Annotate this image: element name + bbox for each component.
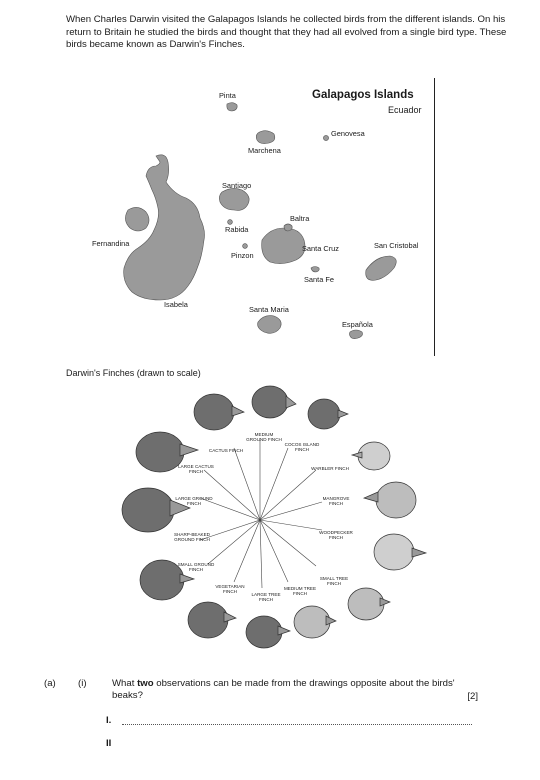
finch-head-small-tree [348,588,390,620]
santa-maria-island [258,316,282,334]
label-pinzon: Pinzon [231,251,254,260]
answer-label-2: II [106,738,112,749]
santiago-island [219,188,249,210]
question-text-after: observations can be made from the drawings opposite about the birds' beaks? [112,678,455,701]
label-pinta: Pinta [219,91,236,100]
santa-cruz-island [262,228,305,264]
finch-head-woodpecker [374,534,426,570]
map-drawing [104,78,434,356]
map-subtitle: Ecuador [388,105,422,115]
label-baltra: Baltra [290,214,310,223]
finch-head-large-ground [122,488,190,532]
finch-drawing [104,380,440,652]
baltra-island [284,224,292,231]
finch-head-vegetarian [188,602,236,638]
question-text-before: What [112,678,138,689]
pinta-island [227,103,237,111]
question-text [112,678,474,702]
answer-line-1[interactable] [122,724,472,725]
label-mangrove-finch: MANGROVE FINCH [322,496,350,507]
label-sharp-beaked-finch: SHARP-BEAKED GROUND FINCH [174,532,210,543]
finch-head-cocos [308,399,348,429]
label-large-cactus-finch: LARGE CACTUS FINCH [178,464,214,475]
san-cristobal-island [366,256,397,280]
answer-label-1: I. [106,715,112,726]
finches-caption: Darwin's Finches (drawn to scale) [66,368,201,378]
intro-paragraph [66,14,514,52]
question-text-bold: two [137,678,154,689]
question-marks: [2] [467,691,478,702]
map-title: Galapagos Islands [312,89,414,101]
label-santiago: Santiago [222,181,252,190]
label-medium-tree-finch: MEDIUM TREE FINCH [283,586,317,597]
pinzon-island [243,244,248,249]
label-cocos-finch: COCOS ISLAND FINCH [284,442,320,453]
genovesa-island [323,135,328,140]
label-santa-maria: Santa Maria [249,305,289,314]
label-isabela: Isabela [164,300,188,309]
label-vegetarian-finch: VEGETARIAN FINCH [215,584,245,595]
fernandina-island [125,207,149,231]
label-rabida: Rabida [225,225,249,234]
label-small-ground-finch: SMALL GROUND FINCH [177,562,215,573]
finch-head-medium-ground [252,386,296,418]
label-san-cristobal: San Cristobal [374,241,419,250]
label-warbler-finch: WARBLER FINCH [311,466,349,471]
label-santa-fe: Santa Fe [304,275,334,284]
radiating-lines [200,440,322,588]
label-woodpecker-finch: WOODPECKER FINCH [319,530,353,541]
finch-diagram [104,380,440,652]
santa-fe-island [311,267,319,273]
galapagos-map [92,78,435,356]
label-marchena: Marchena [248,146,281,155]
marchena-island [256,131,275,144]
question-subpart: (i) [78,678,87,689]
intro-text: When Charles Darwin visited the Galapagos Islands he collected birds from the different islands. On his return to Britain he studied the birds and thought that they had all evolved from a single bird type. These birds became known as Darwin's Finches. [66,14,507,51]
label-large-ground-finch: LARGE GROUND FINCH [175,496,213,507]
finch-head-warbler [352,442,390,470]
label-santa-cruz: Santa Cruz [302,244,339,253]
label-espanola: Española [342,320,373,329]
question-part: (a) [44,678,56,689]
label-medium-ground-finch: MEDIUM GROUND FINCH [246,432,282,443]
label-fernandina: Fernandina [92,239,130,248]
label-genovesa: Genovesa [331,129,365,138]
espanola-island [350,330,363,339]
rabida-island [228,220,233,225]
finch-head-mangrove [364,482,416,518]
finch-head-large-tree [246,616,290,648]
label-large-tree-finch: LARGE TREE FINCH [251,592,281,603]
finch-head-cactus [194,394,244,430]
finch-head-medium-tree [294,606,336,638]
label-small-tree-finch: SMALL TREE FINCH [319,576,349,587]
label-cactus-finch: CACTUS FINCH [208,448,244,453]
